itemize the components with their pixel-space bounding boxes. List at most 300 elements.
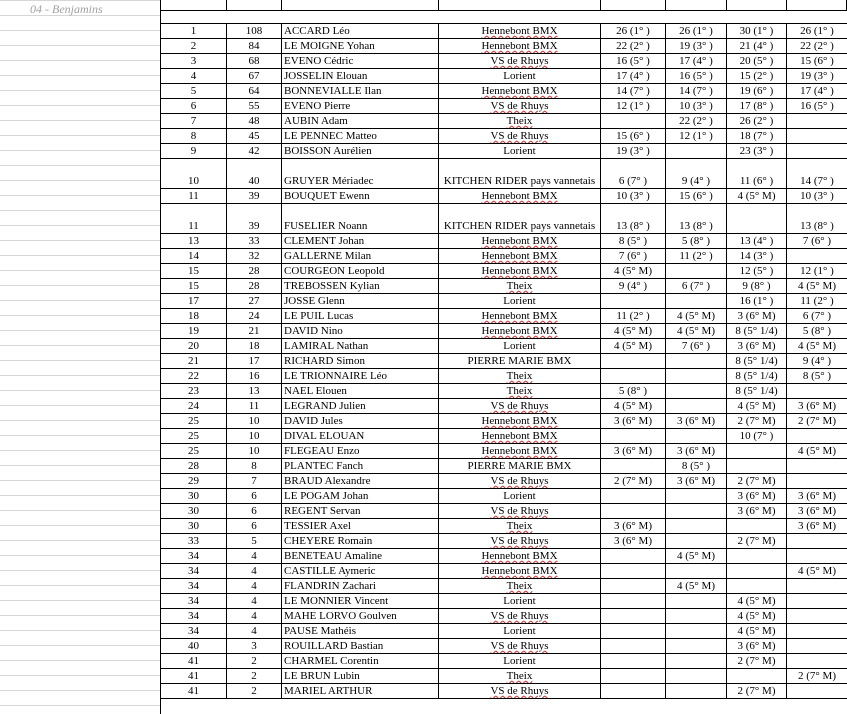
rank-cell[interactable] xyxy=(161,474,227,489)
round2-cell[interactable] xyxy=(666,114,727,129)
rank-cell[interactable] xyxy=(161,579,227,594)
round1-cell[interactable] xyxy=(601,669,666,684)
round2-cell[interactable] xyxy=(666,354,727,369)
rank-cell[interactable] xyxy=(161,639,227,654)
rank-cell[interactable] xyxy=(161,234,227,249)
round4-cell[interactable] xyxy=(787,624,847,639)
points-cell[interactable] xyxy=(227,384,282,399)
club-cell[interactable] xyxy=(439,489,601,504)
name-cell[interactable] xyxy=(282,339,439,354)
round1-cell[interactable] xyxy=(601,54,666,69)
round3-cell[interactable] xyxy=(727,39,787,54)
club-cell[interactable] xyxy=(439,459,601,474)
round1-cell[interactable] xyxy=(601,354,666,369)
name-cell[interactable] xyxy=(282,249,439,264)
club-cell[interactable] xyxy=(439,549,601,564)
club-cell[interactable] xyxy=(439,189,601,204)
round1-cell[interactable] xyxy=(601,414,666,429)
points-cell[interactable] xyxy=(227,54,282,69)
points-cell[interactable] xyxy=(227,99,282,114)
round2-cell[interactable] xyxy=(666,204,727,234)
round2-cell[interactable] xyxy=(666,504,727,519)
round2-cell[interactable] xyxy=(666,534,727,549)
round3-cell[interactable] xyxy=(727,279,787,294)
round2-cell[interactable] xyxy=(666,84,727,99)
round1-cell[interactable] xyxy=(601,279,666,294)
round3-cell[interactable] xyxy=(727,504,787,519)
name-cell[interactable] xyxy=(282,279,439,294)
round2-cell[interactable] xyxy=(666,369,727,384)
round3-cell[interactable] xyxy=(727,564,787,579)
round1-cell[interactable] xyxy=(601,249,666,264)
name-cell[interactable] xyxy=(282,534,439,549)
round4-cell[interactable] xyxy=(787,144,847,159)
club-cell[interactable] xyxy=(439,99,601,114)
name-cell[interactable] xyxy=(282,504,439,519)
round1-cell[interactable] xyxy=(601,189,666,204)
round1-cell[interactable] xyxy=(601,69,666,84)
name-cell[interactable] xyxy=(282,54,439,69)
club-cell[interactable] xyxy=(439,144,601,159)
round3-cell[interactable] xyxy=(727,249,787,264)
rank-cell[interactable] xyxy=(161,444,227,459)
club-cell[interactable] xyxy=(439,474,601,489)
rank-cell[interactable] xyxy=(161,459,227,474)
round1-cell[interactable] xyxy=(601,114,666,129)
rank-cell[interactable] xyxy=(161,144,227,159)
round4-cell[interactable] xyxy=(787,84,847,99)
round3-cell[interactable] xyxy=(727,159,787,189)
round3-cell[interactable] xyxy=(727,609,787,624)
rank-cell[interactable] xyxy=(161,294,227,309)
rank-cell[interactable] xyxy=(161,684,227,699)
name-cell[interactable] xyxy=(282,684,439,699)
name-cell[interactable] xyxy=(282,564,439,579)
round3-cell[interactable] xyxy=(727,234,787,249)
rank-cell[interactable] xyxy=(161,204,227,234)
rank-cell[interactable] xyxy=(161,279,227,294)
round2-cell[interactable] xyxy=(666,639,727,654)
round3-cell[interactable] xyxy=(727,24,787,39)
round2-cell[interactable] xyxy=(666,324,727,339)
round4-cell[interactable] xyxy=(787,99,847,114)
name-cell[interactable] xyxy=(282,579,439,594)
club-cell[interactable] xyxy=(439,609,601,624)
round4-cell[interactable] xyxy=(787,324,847,339)
points-cell[interactable] xyxy=(227,24,282,39)
points-cell[interactable] xyxy=(227,684,282,699)
round4-cell[interactable] xyxy=(787,609,847,624)
points-cell[interactable] xyxy=(227,399,282,414)
rank-cell[interactable] xyxy=(161,504,227,519)
round3-cell[interactable] xyxy=(727,339,787,354)
round4-cell[interactable] xyxy=(787,384,847,399)
rank-cell[interactable] xyxy=(161,339,227,354)
club-cell[interactable] xyxy=(439,579,601,594)
club-cell[interactable] xyxy=(439,519,601,534)
club-cell[interactable] xyxy=(439,324,601,339)
name-cell[interactable] xyxy=(282,264,439,279)
points-cell[interactable] xyxy=(227,459,282,474)
rank-cell[interactable] xyxy=(161,609,227,624)
rank-cell[interactable] xyxy=(161,99,227,114)
round3-cell[interactable] xyxy=(727,549,787,564)
round4-cell[interactable] xyxy=(787,129,847,144)
round4-cell[interactable] xyxy=(787,159,847,189)
points-cell[interactable] xyxy=(227,564,282,579)
name-cell[interactable] xyxy=(282,519,439,534)
round2-cell[interactable] xyxy=(666,144,727,159)
round4-cell[interactable] xyxy=(787,264,847,279)
round2-cell[interactable] xyxy=(666,399,727,414)
points-cell[interactable] xyxy=(227,354,282,369)
rank-cell[interactable] xyxy=(161,84,227,99)
name-cell[interactable] xyxy=(282,639,439,654)
round2-cell[interactable] xyxy=(666,339,727,354)
rank-cell[interactable] xyxy=(161,534,227,549)
club-cell[interactable] xyxy=(439,24,601,39)
round3-cell[interactable] xyxy=(727,354,787,369)
round1-cell[interactable] xyxy=(601,444,666,459)
round4-cell[interactable] xyxy=(787,339,847,354)
points-cell[interactable] xyxy=(227,129,282,144)
round2-cell[interactable] xyxy=(666,624,727,639)
name-cell[interactable] xyxy=(282,39,439,54)
name-cell[interactable] xyxy=(282,99,439,114)
round3-cell[interactable] xyxy=(727,534,787,549)
round2-cell[interactable] xyxy=(666,654,727,669)
round4-cell[interactable] xyxy=(787,444,847,459)
round1-cell[interactable] xyxy=(601,99,666,114)
round3-cell[interactable] xyxy=(727,84,787,99)
name-cell[interactable] xyxy=(282,489,439,504)
name-cell[interactable] xyxy=(282,594,439,609)
round1-cell[interactable] xyxy=(601,39,666,54)
round1-cell[interactable] xyxy=(601,84,666,99)
name-cell[interactable] xyxy=(282,129,439,144)
round2-cell[interactable] xyxy=(666,684,727,699)
round4-cell[interactable] xyxy=(787,654,847,669)
rank-cell[interactable] xyxy=(161,429,227,444)
round4-cell[interactable] xyxy=(787,309,847,324)
club-cell[interactable] xyxy=(439,444,601,459)
club-cell[interactable] xyxy=(439,294,601,309)
round4-cell[interactable] xyxy=(787,69,847,84)
club-cell[interactable] xyxy=(439,534,601,549)
round3-cell[interactable] xyxy=(727,264,787,279)
round2-cell[interactable] xyxy=(666,69,727,84)
round4-cell[interactable] xyxy=(787,669,847,684)
round2-cell[interactable] xyxy=(666,549,727,564)
name-cell[interactable] xyxy=(282,669,439,684)
round3-cell[interactable] xyxy=(727,114,787,129)
rank-cell[interactable] xyxy=(161,654,227,669)
round3-cell[interactable] xyxy=(727,639,787,654)
rank-cell[interactable] xyxy=(161,24,227,39)
round1-cell[interactable] xyxy=(601,399,666,414)
round2-cell[interactable] xyxy=(666,579,727,594)
points-cell[interactable] xyxy=(227,264,282,279)
round4-cell[interactable] xyxy=(787,369,847,384)
round3-cell[interactable] xyxy=(727,459,787,474)
round4-cell[interactable] xyxy=(787,429,847,444)
club-cell[interactable] xyxy=(439,69,601,84)
round4-cell[interactable] xyxy=(787,249,847,264)
rank-cell[interactable] xyxy=(161,399,227,414)
points-cell[interactable] xyxy=(227,489,282,504)
round3-cell[interactable] xyxy=(727,489,787,504)
points-cell[interactable] xyxy=(227,114,282,129)
club-cell[interactable] xyxy=(439,384,601,399)
club-cell[interactable] xyxy=(439,429,601,444)
points-cell[interactable] xyxy=(227,294,282,309)
name-cell[interactable] xyxy=(282,549,439,564)
points-cell[interactable] xyxy=(227,204,282,234)
points-cell[interactable] xyxy=(227,654,282,669)
round4-cell[interactable] xyxy=(787,474,847,489)
round4-cell[interactable] xyxy=(787,594,847,609)
round1-cell[interactable] xyxy=(601,594,666,609)
points-cell[interactable] xyxy=(227,594,282,609)
name-cell[interactable] xyxy=(282,399,439,414)
name-cell[interactable] xyxy=(282,444,439,459)
points-cell[interactable] xyxy=(227,669,282,684)
round4-cell[interactable] xyxy=(787,54,847,69)
round1-cell[interactable] xyxy=(601,654,666,669)
round4-cell[interactable] xyxy=(787,489,847,504)
round4-cell[interactable] xyxy=(787,114,847,129)
round3-cell[interactable] xyxy=(727,54,787,69)
club-cell[interactable] xyxy=(439,594,601,609)
round4-cell[interactable] xyxy=(787,189,847,204)
rank-cell[interactable] xyxy=(161,39,227,54)
name-cell[interactable] xyxy=(282,84,439,99)
club-cell[interactable] xyxy=(439,354,601,369)
name-cell[interactable] xyxy=(282,144,439,159)
points-cell[interactable] xyxy=(227,339,282,354)
round1-cell[interactable] xyxy=(601,519,666,534)
round1-cell[interactable] xyxy=(601,384,666,399)
round3-cell[interactable] xyxy=(727,189,787,204)
round1-cell[interactable] xyxy=(601,144,666,159)
round3-cell[interactable] xyxy=(727,129,787,144)
name-cell[interactable] xyxy=(282,384,439,399)
rank-cell[interactable] xyxy=(161,129,227,144)
rank-cell[interactable] xyxy=(161,384,227,399)
club-cell[interactable] xyxy=(439,564,601,579)
round3-cell[interactable] xyxy=(727,99,787,114)
round1-cell[interactable] xyxy=(601,264,666,279)
points-cell[interactable] xyxy=(227,639,282,654)
round2-cell[interactable] xyxy=(666,234,727,249)
round1-cell[interactable] xyxy=(601,459,666,474)
points-cell[interactable] xyxy=(227,474,282,489)
round1-cell[interactable] xyxy=(601,564,666,579)
round3-cell[interactable] xyxy=(727,384,787,399)
club-cell[interactable] xyxy=(439,339,601,354)
name-cell[interactable] xyxy=(282,114,439,129)
round4-cell[interactable] xyxy=(787,294,847,309)
round3-cell[interactable] xyxy=(727,624,787,639)
round1-cell[interactable] xyxy=(601,129,666,144)
round2-cell[interactable] xyxy=(666,129,727,144)
round2-cell[interactable] xyxy=(666,159,727,189)
round4-cell[interactable] xyxy=(787,459,847,474)
round3-cell[interactable] xyxy=(727,444,787,459)
club-cell[interactable] xyxy=(439,129,601,144)
rank-cell[interactable] xyxy=(161,54,227,69)
round1-cell[interactable] xyxy=(601,429,666,444)
round2-cell[interactable] xyxy=(666,519,727,534)
round3-cell[interactable] xyxy=(727,519,787,534)
rank-cell[interactable] xyxy=(161,354,227,369)
points-cell[interactable] xyxy=(227,309,282,324)
points-cell[interactable] xyxy=(227,279,282,294)
name-cell[interactable] xyxy=(282,69,439,84)
round2-cell[interactable] xyxy=(666,39,727,54)
points-cell[interactable] xyxy=(227,189,282,204)
round1-cell[interactable] xyxy=(601,609,666,624)
round2-cell[interactable] xyxy=(666,99,727,114)
rank-cell[interactable] xyxy=(161,414,227,429)
name-cell[interactable] xyxy=(282,624,439,639)
round4-cell[interactable] xyxy=(787,234,847,249)
club-cell[interactable] xyxy=(439,84,601,99)
round4-cell[interactable] xyxy=(787,684,847,699)
round2-cell[interactable] xyxy=(666,384,727,399)
round3-cell[interactable] xyxy=(727,69,787,84)
round3-cell[interactable] xyxy=(727,654,787,669)
rank-cell[interactable] xyxy=(161,264,227,279)
name-cell[interactable] xyxy=(282,459,439,474)
club-cell[interactable] xyxy=(439,504,601,519)
rank-cell[interactable] xyxy=(161,249,227,264)
club-cell[interactable] xyxy=(439,159,601,189)
round2-cell[interactable] xyxy=(666,264,727,279)
round4-cell[interactable] xyxy=(787,549,847,564)
round2-cell[interactable] xyxy=(666,444,727,459)
points-cell[interactable] xyxy=(227,579,282,594)
club-cell[interactable] xyxy=(439,279,601,294)
name-cell[interactable] xyxy=(282,429,439,444)
round1-cell[interactable] xyxy=(601,369,666,384)
round1-cell[interactable] xyxy=(601,639,666,654)
name-cell[interactable] xyxy=(282,474,439,489)
round1-cell[interactable] xyxy=(601,489,666,504)
club-cell[interactable] xyxy=(439,624,601,639)
name-cell[interactable] xyxy=(282,24,439,39)
left-column[interactable] xyxy=(0,0,161,714)
round2-cell[interactable] xyxy=(666,414,727,429)
name-cell[interactable] xyxy=(282,369,439,384)
round4-cell[interactable] xyxy=(787,564,847,579)
name-cell[interactable] xyxy=(282,414,439,429)
round2-cell[interactable] xyxy=(666,294,727,309)
rank-cell[interactable] xyxy=(161,669,227,684)
club-cell[interactable] xyxy=(439,39,601,54)
points-cell[interactable] xyxy=(227,39,282,54)
round2-cell[interactable] xyxy=(666,189,727,204)
points-cell[interactable] xyxy=(227,624,282,639)
round3-cell[interactable] xyxy=(727,579,787,594)
round3-cell[interactable] xyxy=(727,369,787,384)
name-cell[interactable] xyxy=(282,204,439,234)
round4-cell[interactable] xyxy=(787,399,847,414)
round2-cell[interactable] xyxy=(666,489,727,504)
rank-cell[interactable] xyxy=(161,189,227,204)
round3-cell[interactable] xyxy=(727,669,787,684)
rank-cell[interactable] xyxy=(161,489,227,504)
round1-cell[interactable] xyxy=(601,204,666,234)
points-cell[interactable] xyxy=(227,504,282,519)
round1-cell[interactable] xyxy=(601,579,666,594)
round2-cell[interactable] xyxy=(666,24,727,39)
round3-cell[interactable] xyxy=(727,294,787,309)
round1-cell[interactable] xyxy=(601,549,666,564)
round2-cell[interactable] xyxy=(666,279,727,294)
club-cell[interactable] xyxy=(439,204,601,234)
name-cell[interactable] xyxy=(282,159,439,189)
round1-cell[interactable] xyxy=(601,159,666,189)
round1-cell[interactable] xyxy=(601,234,666,249)
round3-cell[interactable] xyxy=(727,144,787,159)
name-cell[interactable] xyxy=(282,654,439,669)
round4-cell[interactable] xyxy=(787,579,847,594)
round1-cell[interactable] xyxy=(601,474,666,489)
rank-cell[interactable] xyxy=(161,114,227,129)
club-cell[interactable] xyxy=(439,639,601,654)
rank-cell[interactable] xyxy=(161,564,227,579)
round1-cell[interactable] xyxy=(601,309,666,324)
club-cell[interactable] xyxy=(439,369,601,384)
club-cell[interactable] xyxy=(439,264,601,279)
round2-cell[interactable] xyxy=(666,54,727,69)
points-cell[interactable] xyxy=(227,549,282,564)
points-cell[interactable] xyxy=(227,159,282,189)
round3-cell[interactable] xyxy=(727,399,787,414)
club-cell[interactable] xyxy=(439,654,601,669)
round4-cell[interactable] xyxy=(787,204,847,234)
round3-cell[interactable] xyxy=(727,309,787,324)
round1-cell[interactable] xyxy=(601,624,666,639)
points-cell[interactable] xyxy=(227,429,282,444)
round4-cell[interactable] xyxy=(787,279,847,294)
name-cell[interactable] xyxy=(282,234,439,249)
round4-cell[interactable] xyxy=(787,504,847,519)
round2-cell[interactable] xyxy=(666,459,727,474)
points-cell[interactable] xyxy=(227,534,282,549)
club-cell[interactable] xyxy=(439,234,601,249)
rank-cell[interactable] xyxy=(161,309,227,324)
round1-cell[interactable] xyxy=(601,684,666,699)
club-cell[interactable] xyxy=(439,249,601,264)
club-cell[interactable] xyxy=(439,309,601,324)
rank-cell[interactable] xyxy=(161,549,227,564)
name-cell[interactable] xyxy=(282,609,439,624)
round3-cell[interactable] xyxy=(727,429,787,444)
round1-cell[interactable] xyxy=(601,324,666,339)
rank-cell[interactable] xyxy=(161,519,227,534)
round3-cell[interactable] xyxy=(727,474,787,489)
club-cell[interactable] xyxy=(439,399,601,414)
name-cell[interactable] xyxy=(282,324,439,339)
points-cell[interactable] xyxy=(227,519,282,534)
points-cell[interactable] xyxy=(227,444,282,459)
club-cell[interactable] xyxy=(439,114,601,129)
club-cell[interactable] xyxy=(439,684,601,699)
name-cell[interactable] xyxy=(282,294,439,309)
name-cell[interactable] xyxy=(282,189,439,204)
